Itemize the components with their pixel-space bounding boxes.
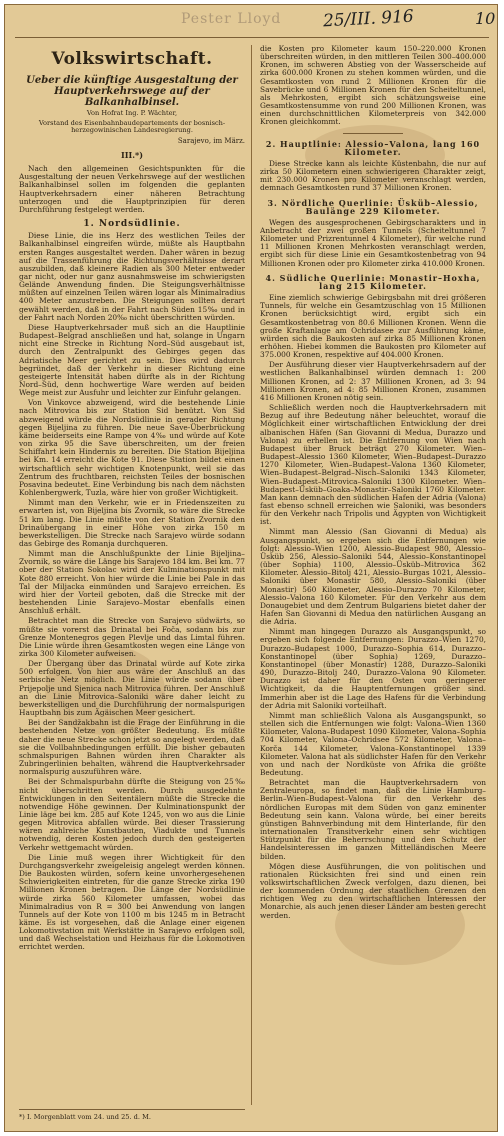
paragraph: Der Übergang über das Drinatal würde auf Kote zirka 500 erfolgen. Von hier aus wäre der Anschluß an das serbische Netz möglich. Die Linie würde sodann über Prijepolje und Sjenica nach Mitrovica führen. Der Anschluß an die Linie Mitrovica–Saloniki wäre daher leicht zu bewerkstelligen und die Durchführung der normalspurigen Hauptbahn bis zum Ägäischen Meer gesichert. bbox=[19, 659, 245, 718]
article-title: Ueber die künftige Ausgestaltung der Hauptverkehrswege auf der Balkanhalbinsel. bbox=[26, 75, 238, 108]
clipping-header bbox=[5, 5, 498, 35]
paragraph: Nimmt man den Verkehr, wie er in Friedenszeiten zu erwarten ist, von Bijeljina bis Zvornik, so wäre die Strecke 51 km lang. Die Linie müßte von der Station Zvornik den Drinaübergang in einer Höhe von zirka 150 m bewerkstelligen. Die Strecke nach Sarajevo würde sodann das Gebirge des Romanja durchqueren. bbox=[19, 498, 245, 548]
paragraph: Wegen des ausgesprochenen Gebirgscharakters und in Anbetracht der zwei großen Tunnels (Scheiteltunnel 7 Kilometer und Prizrentunnel 4 Kilometer), für welche rund 11 Millionen Kronen Mehrkosten veranschlagt werden, ergibt sich für diese Linie ein Gesamtkostenbetrag von 94 Millionen Kronen oder pro Kilometer zirka 410.000 Kronen. bbox=[260, 217, 486, 268]
paragraph: Eine ziemlich schwierige Gebirgsbahn mit drei größeren Tunnels, für welche ein Gesamtzuschlag von 15 Millionen Kronen berücksichtigt wird, ergibt sich ein Gesamtkostenbetrag von 80.6 Millionen Kronen. Wenn die große Kraftanlage am Ochridasee zur Ausführung käme, würden sich die Baukosten auf zirka 85 Millionen Kronen erhöhen. Hiebei kommen die Baukosten pro Kilometer auf 375.000 Kronen, respektive auf 404.000 Kronen. bbox=[260, 293, 486, 360]
dateline: Sarajevo, im März. bbox=[177, 136, 245, 145]
paragraph: Nimmt man die Anschlußpunkte der Linie Bijeljina–Zvornik, so wäre die Länge bis Sarajevo 184 km. Bei km. 77 ober der Station Sokolac wird der Kulminationspunkt mit Kote 880 erreicht. Von hier würde die Linie bei Pale in das Tal der Miljacka einmünden und Sarajevo erreichen. Es wird hier der Vorteil geboten, daß die Strecke mit der bestehenden Linie Sarajevo–Mostar ebenfalls einen Anschluß erhält. bbox=[19, 549, 245, 616]
column-right bbox=[260, 45, 486, 1107]
newspaper-clipping bbox=[4, 4, 498, 1132]
paragraph: Betrachtet man die Strecke von Sarajevo südwärts, so müßte sie vorerst das Drinatal bei Foča, sodann bis zur Grenze Montenegros gegen Plevlje und das Limtal führen. Die Linie würde ihren Gesamtkosten wegen eine Länge von zirka 300 Kilometer aufweisen. bbox=[19, 616, 245, 658]
article-part: III.*) bbox=[121, 149, 143, 160]
subheading: 4. Südliche Querlinie: Monastir–Hoxha, lang 215 Kilometer. bbox=[265, 272, 481, 291]
subheading: 3. Nördliche Querlinie: Üsküb–Alessio, Baulänge 229 Kilometer. bbox=[267, 197, 479, 216]
subheading: 2. Hauptlinie: Alessio–Valona, lang 160 Kilometer. bbox=[265, 138, 481, 157]
paragraph: Nach den allgemeinen Gesichtspunkten für die Ausgestaltung der neuen Verkehrswege auf der westlichen Balkanhalbinsel sollen im folgenden die geplanten Hauptverkehrsadern einer näheren Betrachtung unterzogen und die Hauptprinzipien für deren Durchführung festgelegt werden. bbox=[19, 164, 245, 214]
subheading: 1. Nordsüdlinie. bbox=[83, 219, 181, 230]
section-rule bbox=[343, 133, 403, 134]
paragraph: Diese Strecke kann als leichte Küstenbahn, die nur auf zirka 50 Kilometern einen schwierigeren Charakter zeigt, mit 230.000 Kronen pro Kilometer veranschlagt werden, demnach Gesamtkosten rund 37 Millionen Kronen. bbox=[260, 158, 486, 193]
paragraph: Die Linie muß wegen ihrer Wichtigkeit für den Durchgangsverkehr zweigeleisig angelegt werden können. Die Baukosten würden, sofern keine unvorhergesehenen Schwierigkeiten eintreten, für die ganze Strecke zirka 190 Millionen Kronen betragen. Die Länge der Nordsüdlinie würde zirka 560 Kilometer umfassen, wobei das Minimalradius von R = 300 bei Anwendung von langen Tunnels auf der Kote von 1100 m bis 1245 m in Betracht käme. Es ist vorgesehen, daß die Anlage einer eigenen Lokomotivstation mit Werkstätte in Sarajevo erfolgen soll, und daß Wechselstation und Heizhaus für die Lokomotiven errichtet werden. bbox=[19, 852, 245, 952]
handwritten-date: 25/III. 916 bbox=[322, 6, 415, 32]
paragraph: Bei der Schmalspurbahn dürfte die Steigung von 25‰ nicht überschritten werden. Durch ausgedehnte Entwicklungen in den Seitentälern müßte die Strecke die notwendige Höhe gewinnen. Der Kulminationspunkt der Linie läge bei km. 285 auf Kote 1245, von wo aus die Linie gegen Mitrovica abfallen würde. Bei dieser Trassierung wären zahlreiche Kunstbauten, Viadukte und Tunnels notwendig, deren Kosten jedoch durch den gesteigerten Verkehr wettgemacht würden. bbox=[19, 777, 245, 852]
section-title: Volkswirtschaft. bbox=[51, 49, 213, 69]
column-divider bbox=[251, 45, 252, 1105]
paragraph: Mögen diese Ausführungen, die von politischen und rationalen Rücksichten frei sind und einen rein volkswirtschaftlichen Zweck verfolgen, dazu dienen, bei der kommenden Ordnung der staatlichen Grenzen den richtigen Weg zu den wirtschaftlichen Interessen der Monarchie, als auch jenen dieser Länder am besten gerecht werden. bbox=[260, 861, 486, 920]
paragraph: Von Vinkovce abzweigend, wird die bestehende Linie nach Mitrovica bis zur Station Sid benützt. Von Sid abzweigend würde die Nordsüdlinie in gerader Richtung gegen Bijeljina zu führen. Die neue Save-Überbrückung käme beiderseits eine Rampe von 4‰ und würde auf Kote von zirka 95 die Save überschreiten, um der freien Schiffahrt kein Hindernis zu bereiten. Die Station Bijeljina bei Km. 14 erreicht die Kote 91. Diese Station bildet einen wirtschaftlich sehr wichtigen Knotenpunkt, weil sie das Zentrum des fruchtbaren, reichsten Teiles der bosnischen Posavina bedeutet. Eine Verbindung bis nach dem nächsten Kohlenbergwerk, Tuzla, wäre hier von großer Wichtigkeit. bbox=[19, 398, 245, 498]
author-role: Vorstand des Eisenbahnbaudepartements der bosnisch-herzegowinischen Landesregierung. bbox=[38, 118, 226, 135]
handwritten-page-number: 10 bbox=[475, 9, 496, 28]
newspaper-name: Pester Lloyd bbox=[181, 11, 282, 27]
paragraph: Betrachtet man die Hauptverkehrsadern von Zentraleuropa, so findet man, daß die Linie Hamburg–Berlin–Wien–Budapest–Valona für den Verkehr des nördlichen Europas mit dem Süden von ganz eminenter Bedeutung sein kann. Valona würde, bei einer bereits günstigen Bahnverbindung mit dem Hinterlande, für den internationalen Transitverkehr einen sehr wichtigen Stützpunkt für die Beherrschung und den Schutz der Handelsinteressen im ganzen Mittelländischen Meere bilden. bbox=[260, 778, 486, 861]
paragraph: Diese Hauptverkehrsader muß sich an die Hauptlinie Budapest–Belgrad anschließen und hat, solange in Ungarn nicht eine Strecke in Richtung Nord–Süd ausgebaut ist, durch den Zentralpunkt des Gebirges gegen das Adriatische Meer gerichtet zu sein. Dies wird dadurch begründet, daß der Verkehr in dieser Richtung eine gesteigerte Intensität haben dürfte als in der Richtung Nord–Süd, denn hochwertige Ware werden auf beiden Wege meist zur Ausfuhr und leichter zur Einfuhr gelangen. bbox=[19, 322, 245, 398]
paragraph: Der Ausführung dieser vier Hauptverkehrsadern auf der westlichen Balkanhalbinsel würden demnach 1: 200 Millionen Kronen, ad 2: 37 Millionen Kronen, ad 3: 94 Millionen Kronen, ad 4: 85 Millionen Kronen, zusammen 416 Millionen Kronen nötig sein. bbox=[260, 360, 486, 402]
paragraph: Schließlich werden noch die Hauptverkehrsadern mit Bezug auf ihre Bedeutung näher beleuchtet, worauf die Möglichkeit einer wirtschaftlichen Entwicklung der drei albanischen Häfen (San Giovanni di Medua, Durazzo und Valona) zu erhellen ist. Die Entfernung von Wien nach Budapest über Bruck beträgt 270 Kilometer. Wien–Budapest–Alessio 1360 Kilometer, Wien–Budapest–Durazzo 1270 Kilometer, Wien–Budapest–Valona 1360 Kilometer, Wien–Budapest–Belgrad–Nisch–Saloniki 1343 Kilometer, Wien–Budapest–Mitrovica–Saloniki 1300 Kilometer. Wien–Budapest–Üsküb–Goaka–Monastir–Saloniki 1760 Kilometer. Man kann demnach den südlichen Hafen der Adria (Valona) fast ebenso schnell erreichen wie Saloniki, was besonders für den Verkehr nach Tripolis und Ägypten von Wichtigkeit ist. bbox=[260, 403, 486, 527]
paragraph: Nimmt man schließlich Valona als Ausgangspunkt, so stellen sich die Entfernungen wie folgt: Valona–Wien 1360 Kilometer, Valona–Budapest 1090 Kilometer, Valona–Sophia 704 Kilometer, Valona–Ochridsee 572 Kilometer, Valona–Korča 144 Kilometer, Valona–Konstantinopel 1339 Kilometer. Valona hat als südlichster Hafen für den Verkehr von und nach der Nordküste von Afrika die größte Bedeutung. bbox=[260, 710, 486, 777]
paragraph: Diese Linie, die ins Herz des westlichen Teiles der Balkanhalbinsel eingreifen würde, müßte als Hauptbahn ersten Ranges ausgestaltet werden. Daher wären in bezug auf die Trassenführung die Richtungsverhältnisse derart auszubilden, daß kleinere Radien als 300 Meter entweder gar nicht, oder nur ganz ausnahmsweise im schwierigsten Gelände Anwendung finden. Die Steigungsverhältnisse müßten auf einzelnen Teilen wären logar als Minimalradius 400 Meter anzustreben. Die Steigungen sollten derart gewählt werden, daß in der Fahrt nach Süden 15‰ und in der Fahrt nach Norden 20‰ nicht überschritten würden. bbox=[19, 231, 245, 322]
column-left bbox=[19, 45, 245, 1107]
author-name: Von Hofrat Ing. P. Wächter, bbox=[86, 109, 178, 117]
header-rule bbox=[15, 37, 489, 38]
paragraph: Nimmt man hingegen Durazzo als Ausgangspunkt, so ergeben sich folgende Entfernungen: Durazzo–Wien 1270, Durazzo–Budapest 1000, Durazzo–Sophia 614, Durazzo–Konstantinopel (über Sophia) 1269, Durazzo–Konstantinopel (über Monastir) 1288, Durazzo–Saloniki 490, Durazzo–Bitolj 240, Durazzo–Valona 90 Kilometer. Durazzo ist daher für den Osten von geringerer Wichtigkeit, da die Hauptentfernungen größer sind. Immerhin aber ist die Lage des Hafens für die Verbindung der Adria mit Saloniki vorteilhaft. bbox=[260, 627, 486, 710]
paragraph: die Kosten pro Kilometer kaum 150–220.000 Kronen überschreiten würden, in den mittleren Teilen 300–400.000 Kronen, im schweren Abstieg von der Wasserscheide auf zirka 600.000 Kronen zu stehen kommen würden, und die Gesamtkosten von rund 2 Millionen Kronen für die Savebrücke und 6 Millionen Kronen für den Scheiteltunnel, als Mehrkosten, ergibt sich schätzungsweise eine Gesamtkostensumme von rund 200 Millionen Kronen, was einen durchschnittlichen Kilometerpreis von 342.000 Kronen gleichkommt. bbox=[260, 45, 486, 127]
paragraph: Nimmt man Alessio (San Giovanni di Medua) als Ausgangspunkt, so ergeben sich die Entfernungen wie folgt: Alessio–Wien 1200, Alessio–Budapest 980, Alessio–Üsküb 256, Alessio–Saloniki 544, Alessio–Konstantinopel (über Sophia) 1100, Alessio–Üsküb–Mitrovica 362 Kilometer. Alessio–Bitolj 421, Alessio–Burgas 1021, Alessio–Saloniki über Monastir 580, Alessio–Saloniki (über Monastir) 560 Kilometer, Alessio–Durazzo 70 Kilometer, Alessio–Valona 160 Kilometer. Für den Verkehr aus dem Donaugebiet und dem Zentrum Bulgariens bietet daher der Hafen San Giovanni di Medua den natürlichen Ausgang an die Adria. bbox=[260, 527, 486, 627]
footnote: *) I. Morgenblatt vom 24. und 25. d. M. bbox=[19, 1109, 245, 1121]
paragraph: Bei der Sandžakbahn ist die Frage der Einführung in die bestehenden Netze von größter Bedeutung. Es müßte daher die neue Strecke schon jetzt so angelegt werden, daß sie die Vollbahnbedingungen erfüllt. Die bisher gebauten schmalspurigen Bahnen würden ihren Charakter als Zubringerlinien behalten, während die Hauptverkehrsader normalspurig auszuführen wäre. bbox=[19, 718, 245, 777]
